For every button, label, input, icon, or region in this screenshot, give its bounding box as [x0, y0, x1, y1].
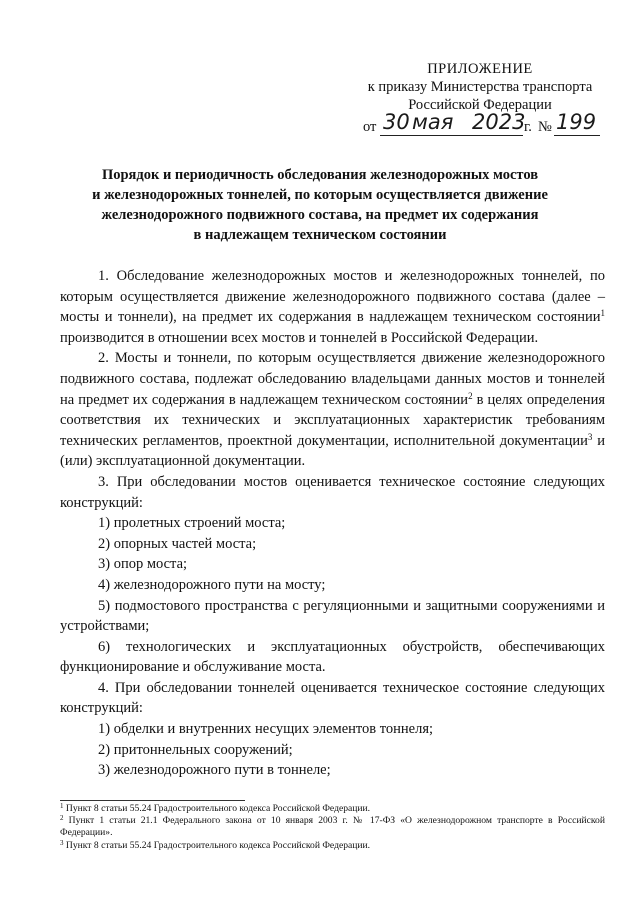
footnotes — [60, 803, 605, 852]
handwritten-day: 30 — [383, 110, 410, 134]
paragraph-3: 3. При обследовании мостов оценивается техническое состояние следующих конструкций: — [60, 473, 605, 511]
footnote — [60, 815, 605, 839]
number-underline — [554, 135, 600, 136]
date-underline — [380, 135, 523, 136]
footnote-mark: 2 — [60, 814, 64, 823]
footnote — [60, 840, 605, 852]
list-item: 2) опорных частей моста; — [98, 535, 257, 552]
document-title-line: Порядок и периодичность обследования железнодорожных мостов — [101, 167, 539, 183]
footnote-mark: 1 — [60, 802, 64, 810]
list-item: 3) опор моста; — [98, 556, 188, 573]
appendix-header — [360, 60, 600, 137]
handwritten-number: 199 — [556, 110, 597, 134]
date-prefix: от — [363, 119, 377, 135]
document-title-line: в надлежащем техническом состоянии — [193, 227, 447, 243]
footnote-text: Пункт 8 статьи 55.24 Градостроительного кодекса Российской Федерации. — [63, 839, 371, 851]
paragraph-text: и (или) эксплуатационной документации. — [60, 432, 606, 470]
handwritten-month: мая — [412, 110, 454, 134]
footnote-text: Пункт 8 статьи 55.24 Градостроительного кодекса Российской Федерации. — [63, 803, 371, 814]
number-sign: № — [538, 119, 552, 135]
paragraph-text: 2. Мосты и тоннели, по которым осуществляется движение железнодорожного подвижного состава, подлежат обследованию владельцами данных мостов и тоннелей на предмет их содержания в надлежащем техническом состоянии — [60, 350, 605, 408]
document-title-line: и железнодорожных тоннелей, по которым осуществляется движение — [92, 187, 548, 203]
paragraph-1 — [60, 266, 605, 348]
order-date-number — [360, 110, 600, 137]
footnote — [60, 803, 605, 815]
list-item: 1) обделки и внутренних несущих элементов тоннеля; — [98, 721, 434, 738]
handwritten-year: 2023 — [472, 110, 526, 134]
footnote-separator — [60, 800, 245, 801]
paragraph-2 — [60, 348, 605, 472]
footnote-ref: 1 — [600, 308, 605, 319]
ministry-country: Российской Федерации — [408, 97, 552, 113]
footnote-text: Пункт 1 статьи 21.1 Федерального закона от 10 января 2003 г. № 17-ФЗ «О железнодорожном транспорте в Российской Федерации». — [60, 815, 605, 839]
paragraph-text: в целях определения соответствия их технических и эксплуатационных характеристик требованиям технических регламентов, проектной документации, исполнительной документации — [60, 391, 605, 449]
paragraph-4: 4. При обследовании тоннелей оценивается техническое состояние следующих конструкций: — [60, 679, 605, 717]
document-title — [60, 165, 580, 245]
list-item: 1) пролетных строений моста; — [98, 515, 286, 532]
footnote-ref: 2 — [468, 390, 473, 401]
list-item: 5) подмостового пространства с регуляционными и защитными сооружениями и устройствами; — [60, 597, 605, 635]
list-item: 2) притоннельных сооружений; — [98, 741, 293, 758]
order-reference: к приказу Министерства транспорта — [367, 79, 593, 95]
footnote-mark: 3 — [60, 838, 64, 847]
paragraph-text: 1. Обследование железнодорожных мостов и железнодорожных тоннелей, по которым осуществляется движение железнодорожного подвижного состава (далее – мосты и тоннели), на предмет их содержания в надлежащем техническом состоянии — [60, 268, 605, 326]
appendix-title: ПРИЛОЖЕНИЕ — [427, 61, 533, 77]
document-body — [60, 266, 605, 781]
document-title-line: железнодорожного подвижного состава, на предмет их содержания — [101, 207, 539, 223]
list-item: 3) железнодорожного пути в тоннеле; — [98, 762, 331, 779]
list-item: 4) железнодорожного пути на мосту; — [98, 576, 326, 593]
list-item: 6) технологических и эксплуатационных обустройств, обеспечивающих функционирование и обслуживание моста. — [60, 638, 605, 676]
footnote-ref: 3 — [587, 431, 593, 442]
paragraph-text: производится в отношении всех мостов и тоннелей в Российской Федерации. — [60, 329, 539, 346]
year-suffix: г. — [524, 119, 532, 135]
